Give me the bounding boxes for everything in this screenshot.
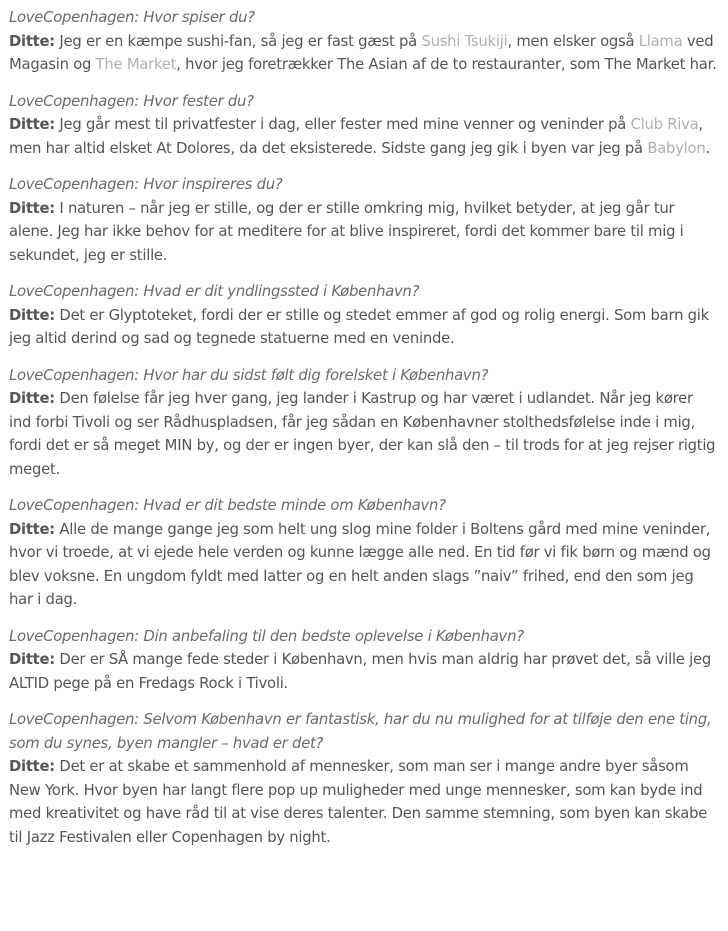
answer-text: , hvor jeg foretrækker The Asian af de to restauranter, som The Market har. xyxy=(176,56,717,73)
link-sushi-tsukiji[interactable]: Sushi Tsukiji xyxy=(421,32,508,50)
qa-block-favorite-place xyxy=(9,280,717,351)
speaker-label: Ditte: xyxy=(9,758,55,775)
answer-text: Den følelse får jeg hver gang, jeg lander i Kastrup og har været i udlandet. Når jeg kører ind forbi Tivoli og ser Rådhuspladsen, får jeg sådan en Københavner stolthedsfølelse inde i mig, fordi det er så meget MIN by, og der er ingen byer, der kan slå den – til trods for at jeg rejser rigtig meget. xyxy=(9,390,716,478)
speaker-label: Ditte: xyxy=(9,390,55,407)
link-llama[interactable]: Llama xyxy=(638,32,683,50)
answer-text: ved Magasin og xyxy=(9,32,714,73)
question-text: LoveCopenhagen: Selvom København er fantastisk, har du nu mulighed for at tilføje den ene ting, som du synes, byen mangler – hvad er det? xyxy=(9,711,712,752)
answer-text: Det er at skabe et sammenhold af mennesker, som man ser i mange andre byer såsom New York. Hvor byen har langt flere pop up muligheder med unge mennesker, som kan byde ind med kreativitet og have råd til at vise deres talenter. Den samme stemning, som byen kan skabe til Jazz Festivalen eller Copenhagen by night. xyxy=(9,758,708,846)
speaker-label: Ditte: xyxy=(9,116,55,133)
qa-block-eat xyxy=(9,6,717,77)
qa-block-missing xyxy=(9,708,717,849)
question-text: LoveCopenhagen: Hvor fester du? xyxy=(9,92,254,110)
answer-text: , men har altid elsket At Dolores, da det eksisterede. Sidste gang jeg gik i byen var jeg på xyxy=(9,116,703,157)
qa-block-party xyxy=(9,90,717,161)
question-text: LoveCopenhagen: Hvor har du sidst følt dig forelsket i København? xyxy=(9,366,489,384)
answer-text: Jeg er en kæmpe sushi-fan, så jeg er fast gæst på xyxy=(54,32,422,50)
speaker-label: Ditte: xyxy=(9,32,55,50)
question-text: LoveCopenhagen: Hvad er dit yndlingssted i København? xyxy=(9,283,420,300)
question-text: LoveCopenhagen: Hvad er dit bedste minde om København? xyxy=(9,497,446,514)
answer-text: Alle de mange gange jeg som helt ung slog mine folder i Boltens gård med mine veninder, hvor vi troede, at vi ejede hele verden og kunne lægge alle ned. En tid før vi fik børn og mænd og blev voksne. En ungdom fyldt med latter og en helt anden slags ”naiv” frihed, end den som jeg har i dag. xyxy=(9,520,711,608)
speaker-label: Ditte: xyxy=(9,306,55,324)
question-text: LoveCopenhagen: Hvor inspireres du? xyxy=(9,176,283,193)
qa-block-in-love xyxy=(9,364,717,482)
speaker-label: Ditte: xyxy=(9,651,55,668)
answer-text: I naturen – når jeg er stille, og der er stille omkring mig, hvilket betyder, at jeg går tur alene. Jeg har ikke behov for at meditere for at blive inspireret, fordi det kommer bare til mig i sekundet, jeg er stille. xyxy=(9,199,684,264)
link-club-riva[interactable]: Club Riva xyxy=(630,116,699,133)
qa-block-inspiration xyxy=(9,173,717,267)
speaker-label: Ditte: xyxy=(9,520,55,538)
qa-block-best-memory xyxy=(9,494,717,612)
speaker-label: Ditte: xyxy=(9,199,55,217)
answer-text: . xyxy=(705,139,710,157)
link-the-market[interactable]: The Market xyxy=(95,56,177,73)
qa-block-recommendation xyxy=(9,625,717,696)
question-text: LoveCopenhagen: Hvor spiser du? xyxy=(9,9,255,26)
answer-text: Jeg går mest til privatfester i dag, eller fester med mine venner og veninder på xyxy=(54,116,631,133)
answer-text: , men elsker også xyxy=(507,32,639,50)
answer-text: Der er SÅ mange fede steder i København, men hvis man aldrig har prøvet det, så ville jeg ALTID pege på en Fredags Rock i Tivoli. xyxy=(9,651,711,692)
question-text: LoveCopenhagen: Din anbefaling til den bedste oplevelse i København? xyxy=(9,627,524,645)
link-babylon[interactable]: Babylon xyxy=(647,139,706,157)
answer-text: Det er Glyptoteket, fordi der er stille og stedet emmer af god og rolig energi. Som barn gik jeg altid derind og sad og tegnede statuerne med en veninde. xyxy=(9,306,709,347)
